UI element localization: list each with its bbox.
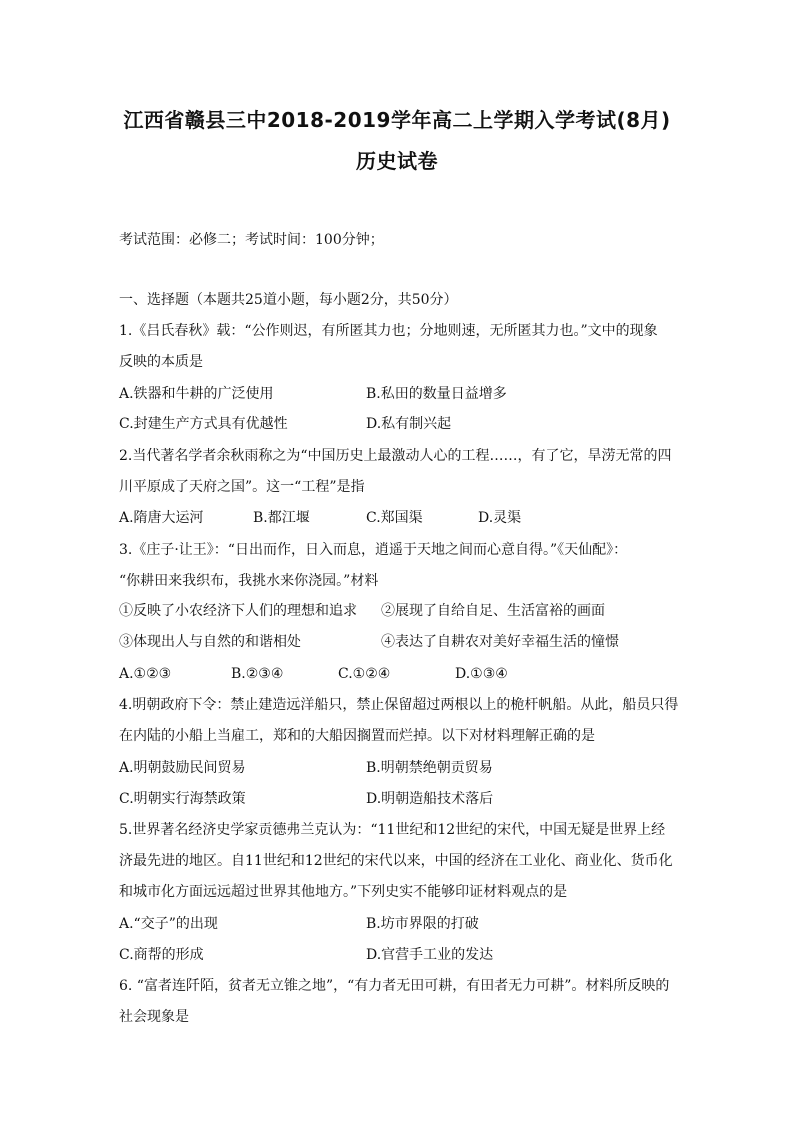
option-b: B.明朝禁绝朝贡贸易	[366, 760, 493, 776]
question-stem-line: 反映的本质是	[119, 354, 203, 370]
option-b: B.私田的数量日益增多	[366, 386, 507, 402]
option-d: D.官营手工业的发达	[366, 947, 494, 963]
option-c: C.①②④	[338, 666, 391, 682]
section-heading: 一、选择题（本题共25道小题，每小题2分，共50分）	[119, 292, 458, 308]
question-stem-line: 川平原成了天府之国”。这一“工程”是指	[119, 479, 365, 495]
question-stem-line: 4.明朝政府下令：禁止建造远洋船只，禁止保留超过两根以上的桅杆帆船。从此，船员只得	[119, 697, 679, 713]
option-d: D.①③④	[455, 666, 508, 682]
statement-item: ③体现出人与自然的和谐相处	[119, 634, 301, 650]
exam-subject-title: 历史试卷	[356, 149, 438, 173]
option-c: C.封建生产方式具有优越性	[119, 416, 288, 432]
option-a: A.①②③	[119, 666, 172, 682]
question-stem-line: 在内陆的小船上当雇工，郑和的大船因搁置而烂掉。以下对材料理解正确的是	[119, 728, 595, 744]
option-d: D.灵渠	[478, 510, 522, 526]
option-b: B.②③④	[231, 666, 284, 682]
option-d: D.私有制兴起	[366, 416, 452, 432]
question-stem-line: 6. “富者连阡陌，贫者无立锥之地”，“有力者无田可耕，有田者无力可耕”。材料所反映的	[119, 978, 670, 994]
option-b: B.都江堰	[253, 510, 310, 526]
question-stem-line: 和城市化方面远远超过世界其他地方。”下列史实不能够印证材料观点的是	[119, 884, 568, 900]
question-stem-line: 1.《吕氏春秋》载：“公作则迟，有所匿其力也；分地则速，无所匿其力也。”文中的现象	[119, 323, 658, 339]
option-d: D.明朝造船技术落后	[366, 791, 494, 807]
option-b: B.坊市界限的打破	[366, 916, 479, 932]
question-stem-line: 5.世界著名经济史学家贡德弗兰克认为：“11世纪和12世纪的宋代，中国无疑是世界上经	[119, 822, 666, 838]
exam-info: 考试范围：必修二；考试时间：100分钟；	[119, 232, 384, 248]
option-c: C.商帮的形成	[119, 947, 204, 963]
statement-item: ④表达了自耕农对美好幸福生活的憧憬	[381, 634, 619, 650]
statement-item: ①反映了小农经济下人们的理想和追求	[119, 603, 357, 619]
question-stem-line: 济最先进的地区。自11世纪和12世纪的宋代以来，中国的经济在工业化、商业化、货币化	[119, 853, 673, 869]
question-stem-line: 社会现象是	[119, 1009, 189, 1025]
question-stem-line: “你耕田来我织布，我挑水来你浇园。”材料	[119, 573, 379, 589]
option-c: C.明朝实行海禁政策	[119, 791, 246, 807]
option-a: A.铁器和牛耕的广泛使用	[119, 386, 274, 402]
exam-title: 江西省赣县三中2018-2019学年高二上学期入学考试(8月)	[123, 108, 671, 132]
option-c: C.郑国渠	[366, 510, 423, 526]
statement-item: ②展现了自给自足、生活富裕的画面	[381, 603, 605, 619]
question-stem-line: 2.当代著名学者余秋雨称之为“中国历史上最激动人心的工程……，有了它，旱涝无常的四	[119, 448, 672, 464]
option-a: A.隋唐大运河	[119, 510, 204, 526]
option-a: A.明朝鼓励民间贸易	[119, 760, 246, 776]
option-a: A.“交子”的出现	[119, 916, 218, 932]
question-stem-line: 3.《庄子·让王》：“日出而作，日入而息，逍遥于天地之间而心意自得。”《天仙配》：	[119, 542, 628, 558]
